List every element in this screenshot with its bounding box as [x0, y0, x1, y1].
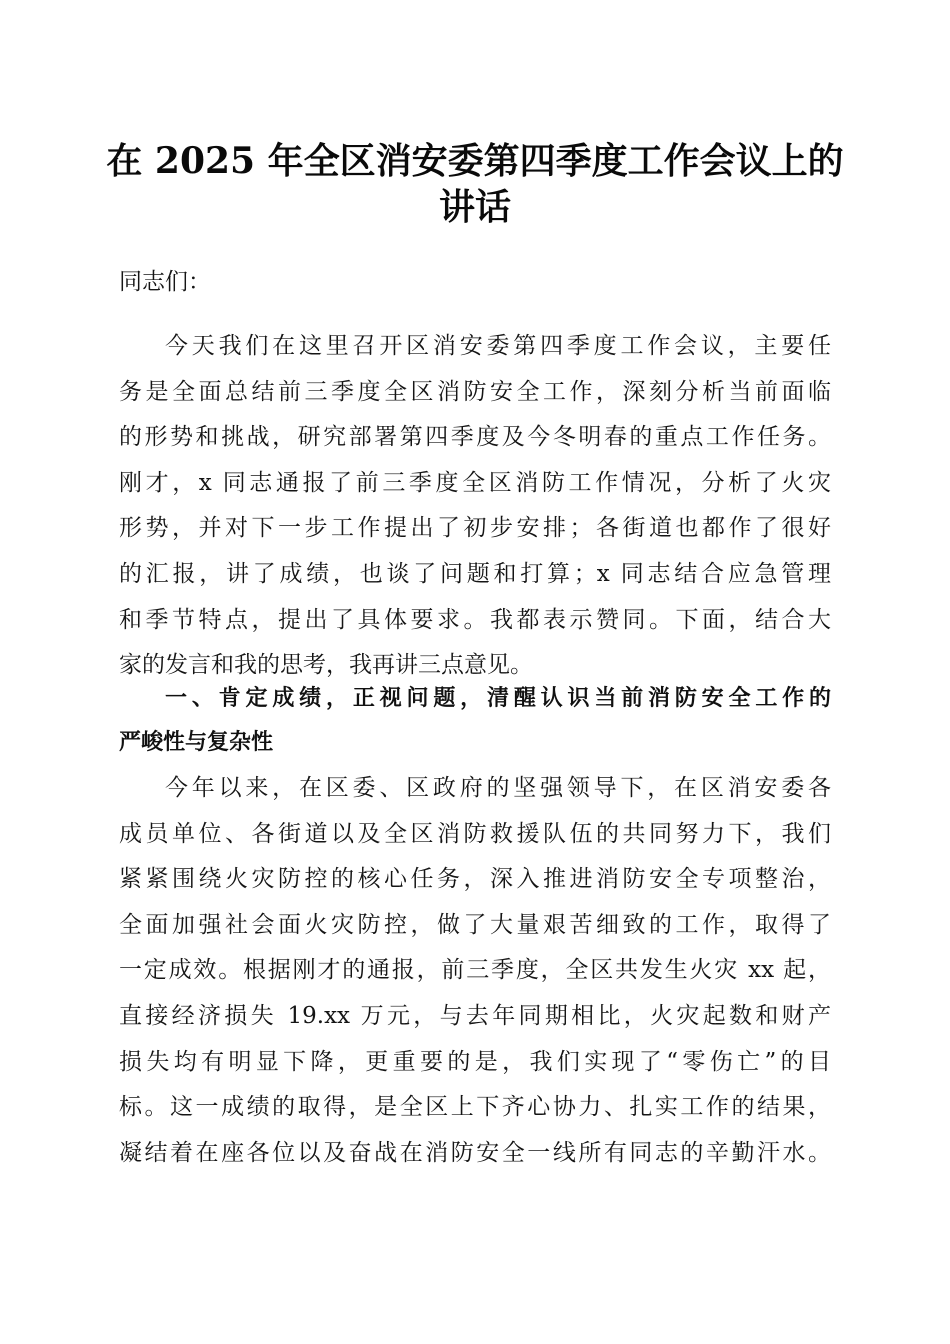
paragraph-line: 今天我们在这里召开区消安委第四季度工作会议，主要任: [165, 333, 831, 359]
document-title-line-2: 讲话: [438, 186, 511, 228]
paragraph-line: 和季节特点，提出了具体要求。我都表示赞同。下面，结合大: [119, 606, 831, 633]
section-heading-1: [119, 677, 831, 765]
salutation: 同志们：: [119, 269, 211, 295]
paragraph-line: 成员单位、各街道以及全区消防救援队伍的共同努力下，我们: [119, 820, 831, 847]
paragraph-line: 凝结着在座各位以及奋战在消防安全一线所有同志的辛勤汗水。: [119, 1139, 831, 1166]
paragraph-line: 一定成效。根据刚才的通报，前三季度，全区共发生火灾 xx 起，: [119, 957, 831, 984]
paragraph-line: 标。这一成绩的取得，是全区上下齐心协力、扎实工作的结果，: [119, 1094, 831, 1121]
paragraph-opening: [119, 324, 831, 689]
paragraph-line: 直接经济损失 19.xx 万元，与去年同期相比，火灾起数和财产: [119, 1002, 831, 1029]
paragraph-line: 的汇报，讲了成绩，也谈了问题和打算；x 同志结合应急管理: [119, 560, 831, 587]
paragraph-line: 家的发言和我的思考，我再讲三点意见。: [119, 652, 533, 679]
paragraph-line: 形势，并对下一步工作提出了初步安排；各街道也都作了很好: [119, 515, 831, 542]
paragraph-line: 务是全面总结前三季度全区消防安全工作，深刻分析当前面临: [119, 378, 831, 405]
paragraph-line: 今年以来，在区委、区政府的坚强领导下，在区消安委各: [165, 775, 831, 801]
section-heading-line: 一、肯定成绩，正视问题，清醒认识当前消防安全工作的: [165, 686, 831, 711]
paragraph-line: 刚才，x 同志通报了前三季度全区消防工作情况，分析了火灾: [119, 469, 831, 496]
paragraph-achievements: [119, 766, 831, 1176]
paragraph-line: 紧紧围绕火灾防控的核心任务，深入推进消防安全专项整治，: [119, 866, 831, 893]
section-heading-line: 严峻性与复杂性: [119, 730, 274, 755]
document-title-line-1: 在 2025 年全区消安委第四季度工作会议上的: [106, 140, 844, 182]
paragraph-line: 的形势和挑战，研究部署第四季度及今冬明春的重点工作任务。: [119, 424, 831, 451]
paragraph-line: 损失均有明显下降，更重要的是，我们实现了“零伤亡”的目: [119, 1048, 831, 1075]
paragraph-line: 全面加强社会面火灾防控，做了大量艰苦细致的工作，取得了: [119, 911, 831, 938]
